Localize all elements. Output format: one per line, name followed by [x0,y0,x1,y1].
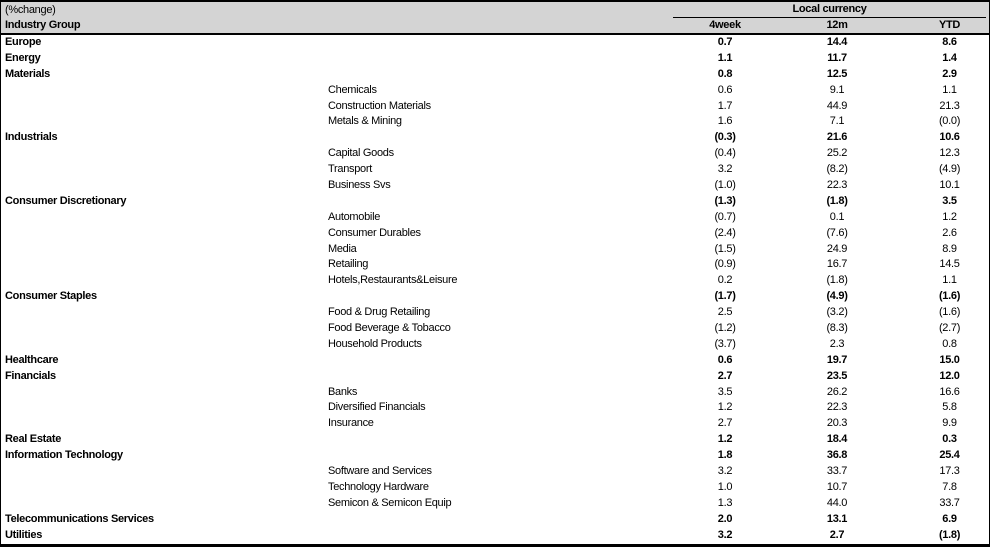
industry-group-label: Utilities [5,528,43,541]
value-12m: 11.7 [827,51,847,64]
table-row [1,480,989,496]
value-4week: 0.6 [717,353,733,366]
value-ytd: 1.1 [942,274,957,287]
value-4week: (1.3) [714,194,736,207]
industry-group-label: Europe [5,36,42,48]
table-row [1,416,989,432]
industry-subgroup-label: Diversified Financials [328,401,426,414]
value-12m: 23.5 [826,369,848,382]
value-ytd: (1.6) [938,290,961,303]
table-row [1,194,989,210]
industry-subgroup-label: Household Products [328,337,422,350]
value-ytd: 9.9 [942,417,957,430]
industry-subgroup-label: Transport [328,163,372,176]
table-row [1,257,989,273]
value-12m: 33.7 [826,465,848,478]
value-12m: 9.1 [829,83,845,96]
table-row [1,289,989,305]
table-header [1,2,989,35]
table-row [1,114,989,130]
value-4week: (0.4) [714,147,736,160]
value-ytd: (1.8) [938,528,961,541]
value-4week: 2.5 [717,306,733,319]
value-ytd: 1.1 [942,83,957,96]
value-ytd: 8.6 [942,36,957,48]
industry-subgroup-label: Capital Goods [328,147,394,160]
table-header-row-currency [1,2,989,18]
industry-group-label: Financials [5,369,56,382]
value-12m: 22.3 [826,179,848,192]
industry-subgroup-label: Metals & Mining [328,115,402,128]
value-ytd: 10.6 [939,131,960,144]
value-12m: 16.7 [826,258,848,271]
table-row [1,35,989,51]
value-ytd: 3.5 [942,194,957,207]
value-ytd: 14.5 [939,258,960,271]
table-body [1,35,989,544]
value-12m: 7.1 [829,115,845,128]
value-4week: (0.7) [714,210,736,223]
value-4week: (2.4) [714,226,736,239]
value-4week: 0.2 [717,274,733,287]
table-row [1,369,989,385]
value-4week: 1.0 [717,480,733,493]
value-4week: (3.7) [714,337,736,350]
value-12m: (8.3) [826,322,848,335]
table-row [1,400,989,416]
value-4week: 0.8 [717,67,733,80]
value-4week: 0.7 [717,36,733,48]
value-ytd: 2.6 [942,226,957,239]
value-12m: (1.8) [826,274,848,287]
value-ytd: 25.4 [939,449,960,462]
table-row [1,130,989,146]
industry-subgroup-label: Food & Drug Retailing [328,306,430,319]
value-ytd: 7.8 [942,480,957,493]
value-4week: 3.5 [717,385,733,398]
value-4week: (0.9) [714,258,736,271]
value-12m: (3.2) [826,306,848,319]
table-row [1,305,989,321]
value-ytd: 10.1 [939,179,960,192]
industry-subgroup-label: Insurance [328,417,374,430]
table-row [1,432,989,448]
industry-subgroup-label: Business Svs [328,179,391,192]
industry-group-label: Energy [5,51,41,64]
value-12m: 10.7 [826,480,848,493]
value-ytd: (2.7) [938,322,961,335]
table-row [1,210,989,226]
value-4week: 1.2 [717,433,733,446]
table-row [1,178,989,194]
value-ytd: 21.3 [939,99,960,112]
value-12m: 2.3 [829,337,845,350]
value-4week: 2.0 [717,512,733,525]
table-row [1,67,989,83]
value-12m: (4.9) [826,290,848,303]
industry-subgroup-label: Media [328,242,357,255]
value-ytd: (1.6) [938,306,961,319]
value-ytd: (0.0) [938,115,961,128]
table-row [1,512,989,528]
industry-subgroup-label: Consumer Durables [328,226,421,239]
industry-subgroup-label: Banks [328,385,358,398]
table-row [1,448,989,464]
value-4week: 1.3 [717,496,733,509]
percent-change-label: (%change) [5,4,56,16]
value-12m: 26.2 [826,385,848,398]
value-12m: 20.3 [826,417,848,430]
value-12m: 25.2 [826,147,848,160]
value-4week: 2.7 [717,417,733,430]
industry-subgroup-label: Construction Materials [328,99,431,112]
value-4week: 1.1 [717,51,733,64]
industry-group-label: Consumer Staples [5,290,97,303]
value-12m: (1.8) [826,194,848,207]
industry-group-label: Information Technology [5,449,123,462]
value-12m: 24.9 [826,242,848,255]
value-12m: (7.6) [826,226,848,239]
value-ytd: 2.9 [942,67,957,80]
value-ytd: 1.2 [942,210,957,223]
value-4week: (1.0) [714,179,736,192]
value-ytd: 12.3 [939,147,960,160]
table-row [1,385,989,401]
column-header-12m: 12m [826,19,848,31]
industry-subgroup-label: Chemicals [328,83,377,96]
table-header-row-columns [1,18,989,33]
table-row [1,464,989,480]
value-ytd: 8.9 [942,242,957,255]
value-12m: 12.5 [826,67,848,80]
value-ytd: 33.7 [939,496,960,509]
value-12m: 13.1 [826,512,848,525]
value-ytd: 6.9 [942,512,957,525]
industry-subgroup-label: Technology Hardware [328,480,429,493]
value-12m: 44.0 [826,496,848,509]
column-header-4week: 4week [709,19,741,31]
table-row [1,226,989,242]
industry-group-label: Industrials [5,131,58,144]
table-row [1,528,989,544]
value-4week: 2.7 [717,369,733,382]
table-row [1,242,989,258]
industry-subgroup-label: Hotels,Restaurants&Leisure [328,274,458,287]
value-ytd: 17.3 [939,465,960,478]
table-row [1,337,989,353]
value-12m: 2.7 [829,528,845,541]
table-row [1,496,989,512]
value-4week: 3.2 [717,163,733,176]
industry-group-column-header: Industry Group [5,19,81,31]
industry-subgroup-label: Automobile [328,210,381,223]
table-row [1,353,989,369]
local-currency-header: Local currency [673,2,986,18]
value-12m: 22.3 [826,401,848,414]
value-ytd: 0.8 [942,337,957,350]
value-12m: 44.9 [826,99,848,112]
value-12m: 0.1 [829,210,845,223]
value-12m: 36.8 [826,449,848,462]
value-ytd: (4.9) [938,163,961,176]
value-12m: (8.2) [826,163,848,176]
industry-subgroup-label: Retailing [328,258,369,271]
value-12m: 19.7 [826,353,848,366]
table-row [1,99,989,115]
value-4week: 1.7 [717,99,733,112]
value-4week: 3.2 [717,528,733,541]
table-row [1,51,989,67]
value-12m: 14.4 [826,36,848,48]
industry-group-label: Healthcare [5,353,59,366]
industry-group-label: Consumer Discretionary [5,194,127,207]
value-4week: 1.2 [717,401,733,414]
value-ytd: 15.0 [939,353,960,366]
value-4week: 3.2 [717,465,733,478]
value-ytd: 5.8 [942,401,957,414]
value-4week: 1.8 [717,449,733,462]
value-12m: 18.4 [826,433,848,446]
value-4week: (1.5) [714,242,736,255]
table-row [1,83,989,99]
value-4week: 0.6 [717,83,733,96]
industry-subgroup-label: Food Beverage & Tobacco [328,322,451,335]
industry-subgroup-label: Software and Services [328,465,432,478]
value-4week: (1.7) [714,290,736,303]
table-row [1,273,989,289]
value-ytd: 0.3 [942,433,957,446]
value-ytd: 1.4 [942,51,957,64]
value-4week: (0.3) [714,131,736,144]
industry-group-label: Materials [5,67,50,80]
value-ytd: 12.0 [939,369,960,382]
value-12m: 21.6 [826,131,848,144]
industry-subgroup-label: Semicon & Semicon Equip [328,496,452,509]
value-4week: (1.2) [714,322,736,335]
value-4week: 1.6 [717,115,733,128]
table-row [1,162,989,178]
industry-group-label: Real Estate [5,433,62,446]
value-ytd: 16.6 [939,385,960,398]
column-header-ytd: YTD [938,19,961,31]
table-row [1,146,989,162]
industry-group-label: Telecommunications Services [5,512,154,525]
table-row [1,321,989,337]
